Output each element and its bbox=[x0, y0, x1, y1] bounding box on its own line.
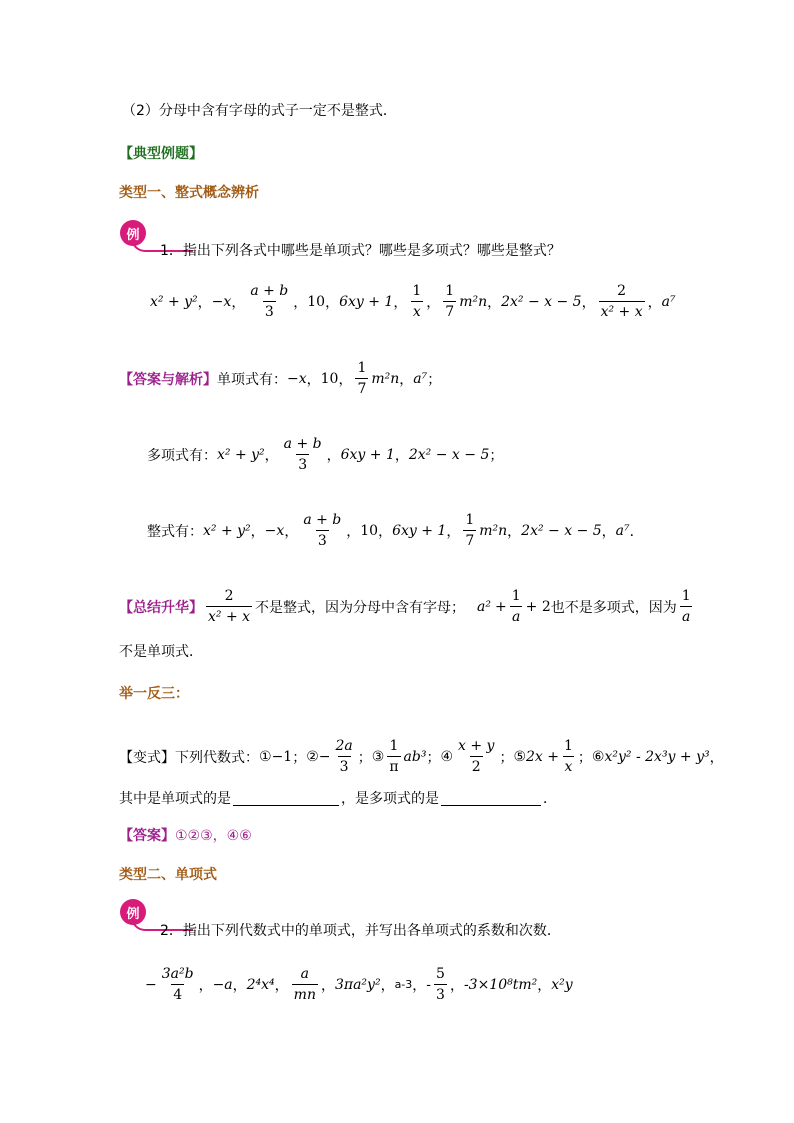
variant-fill-in bbox=[119, 788, 557, 808]
comma: ， bbox=[709, 749, 724, 766]
summary-text-1: 不是整式，因为分母中含有字母； bbox=[255, 599, 466, 616]
frac-1-over-a bbox=[680, 588, 693, 625]
frac-2a-over-3 bbox=[334, 738, 355, 775]
note-2-text: （2）分母中含有字母的式子一定不是整式． bbox=[122, 103, 397, 119]
semicolon: ； bbox=[357, 749, 372, 766]
question-2 bbox=[160, 920, 561, 940]
frac-a-plus-b-over-3 bbox=[282, 436, 324, 473]
comma: ， bbox=[446, 523, 461, 540]
comma: ， bbox=[232, 977, 247, 994]
comma: ， bbox=[426, 294, 441, 311]
item-marker-4: ④ bbox=[440, 748, 454, 765]
item-marker-1: ① bbox=[259, 748, 272, 765]
frac-1-over-7 bbox=[355, 360, 368, 397]
comma: ， bbox=[537, 977, 552, 994]
practice-title bbox=[119, 683, 189, 703]
variant-prompt-mid: ，是多项式的是 bbox=[341, 791, 439, 807]
polynomial-answer-blank[interactable] bbox=[441, 791, 541, 806]
frac-den: x bbox=[563, 756, 575, 775]
frac-den: π bbox=[387, 756, 400, 775]
variant-answer-text: ①②③，④⑥ bbox=[175, 828, 252, 844]
frac-num: 2a bbox=[335, 738, 353, 754]
expr-2x-plus: 2x + bbox=[526, 748, 559, 765]
comma: ， bbox=[601, 523, 616, 540]
frac-num: 1 bbox=[681, 588, 691, 604]
item-marker-5: ⑤ bbox=[513, 748, 527, 765]
frac-den: x bbox=[411, 301, 423, 320]
expr-x2y: x²y bbox=[551, 976, 573, 993]
monomial-answer-blank[interactable] bbox=[233, 791, 339, 806]
item-marker-3: ③ bbox=[371, 748, 385, 765]
frac-den: 4 bbox=[171, 984, 184, 1003]
comma: ， bbox=[487, 294, 502, 311]
summary-text-2: 也不是多项式，因为 bbox=[550, 599, 677, 616]
expr-ab3: ab³ bbox=[403, 748, 427, 765]
frac-num: 1 bbox=[357, 360, 367, 376]
expr-x2-plus-y2: x² + y² bbox=[203, 522, 251, 539]
comma: ， bbox=[284, 523, 299, 540]
comma: ， bbox=[380, 977, 395, 994]
question-1 bbox=[160, 240, 561, 260]
expr-2x2-minus-x-minus-5: 2x² − x − 5 bbox=[521, 522, 602, 539]
frac-num: 5 bbox=[436, 966, 445, 982]
frac-den: 7 bbox=[463, 530, 476, 549]
practice-title-text: 举一反三： bbox=[119, 686, 189, 702]
expr-2x2-minus-x-minus-5: 2x² − x − 5 bbox=[408, 446, 490, 463]
item-marker-6: ⑥ bbox=[591, 748, 605, 765]
comma: ， bbox=[412, 977, 427, 994]
answer-polynomials bbox=[147, 436, 503, 473]
frac-1-over-7 bbox=[443, 283, 456, 320]
summary-label: 【总结升华】 bbox=[119, 599, 203, 616]
type1-title bbox=[119, 182, 259, 202]
expr-m2n: m²n bbox=[459, 293, 488, 310]
frac-den: a bbox=[680, 606, 692, 625]
expr-neg-x: −x bbox=[264, 522, 285, 539]
expr-6xy-plus-1: 6xy + 1 bbox=[339, 293, 394, 310]
frac-den: 3 bbox=[296, 454, 309, 473]
frac-num: 1 bbox=[465, 512, 475, 528]
frac-1-over-x bbox=[562, 738, 575, 775]
frac-a-plus-b-over-3 bbox=[301, 512, 343, 549]
expr-6xy-plus-1: 6xy + 1 bbox=[392, 522, 447, 539]
semicolon: ； bbox=[489, 447, 504, 464]
frac-den: 3 bbox=[316, 530, 329, 549]
variant-label: 【变式】 bbox=[119, 749, 175, 766]
frac-den: a bbox=[510, 606, 522, 625]
expr-x2-plus-y2: x² + y² bbox=[150, 293, 198, 310]
expr-x2y2-minus-2x3y-plus-y3: x²y² - 2x³y + y³ bbox=[604, 748, 710, 765]
frac-num: a + b bbox=[250, 283, 289, 299]
frac-2-over-x2-plus-x bbox=[599, 283, 645, 320]
expr-a-minus-3: a-3 bbox=[394, 978, 413, 991]
frac-num: 1 bbox=[389, 738, 399, 754]
comma: ， bbox=[399, 371, 414, 388]
frac-den: 7 bbox=[355, 378, 368, 397]
semicolon: ； bbox=[577, 749, 592, 766]
comma: ， bbox=[198, 977, 213, 994]
comma: ， bbox=[231, 294, 246, 311]
expr-6xy-plus-1: 6xy + 1 bbox=[340, 446, 395, 463]
comma: ， bbox=[197, 294, 212, 311]
expr-neg-x: −x bbox=[287, 370, 307, 387]
expr-a7: a⁷ bbox=[413, 370, 428, 387]
comma: ， bbox=[338, 371, 353, 388]
minus-sign: − bbox=[318, 748, 331, 765]
comma: ， bbox=[378, 523, 393, 540]
frac-den: x² + x bbox=[206, 606, 252, 625]
expr-neg-x: −x bbox=[211, 293, 232, 310]
period: ． bbox=[629, 523, 644, 540]
expr-a2: a² bbox=[477, 598, 492, 615]
expr-x2-plus-y2: x² + y² bbox=[217, 446, 265, 463]
frac-a-over-mn bbox=[292, 966, 318, 1003]
variant-prompt-end: ． bbox=[543, 791, 557, 807]
comma: ， bbox=[274, 977, 289, 994]
frac-num: 2 bbox=[617, 283, 627, 299]
frac-den: 2 bbox=[470, 756, 483, 775]
expr-m2n: m²n bbox=[371, 370, 400, 387]
variant-prompt-pre: 其中是单项式的是 bbox=[119, 791, 231, 807]
question-1-expressions bbox=[150, 283, 676, 320]
semicolon: ； bbox=[427, 371, 442, 388]
example-badge-2 bbox=[120, 899, 146, 925]
frac-num: 3a²b bbox=[161, 966, 194, 982]
comma: ， bbox=[306, 371, 321, 388]
variant-answer-label: 【答案】 bbox=[119, 828, 175, 844]
plus-sign: + bbox=[495, 598, 507, 615]
comma: ， bbox=[581, 294, 596, 311]
minus-sign: - bbox=[426, 976, 432, 993]
monomial-label: 单项式有： bbox=[217, 371, 287, 388]
frac-den: 3 bbox=[338, 756, 351, 775]
comma: ， bbox=[320, 977, 335, 994]
frac-1-over-a bbox=[510, 588, 523, 625]
comma: ， bbox=[449, 977, 464, 994]
frac-den: mn bbox=[292, 984, 318, 1003]
expr-a7: a⁷ bbox=[661, 293, 676, 310]
expr-10: 10 bbox=[320, 370, 339, 387]
variant-question bbox=[119, 738, 724, 775]
section-typical-examples bbox=[119, 143, 203, 163]
frac-den: 3 bbox=[263, 301, 276, 320]
frac-den: 7 bbox=[443, 301, 456, 320]
summary-text-3: 不是单项式． bbox=[119, 644, 203, 660]
expr-a7: a⁷ bbox=[615, 522, 630, 539]
frac-den: x² + x bbox=[599, 301, 645, 320]
expr-2x2-minus-x-minus-5: 2x² − x − 5 bbox=[501, 293, 582, 310]
expr-10: 10 bbox=[360, 522, 379, 539]
comma: ， bbox=[326, 447, 341, 464]
frac-num: 1 bbox=[564, 738, 573, 754]
expr-3pi-a2-y2: 3πa²y² bbox=[334, 976, 381, 993]
frac-den: 3 bbox=[434, 984, 447, 1003]
variant-answer bbox=[119, 825, 252, 845]
answer-label: 【答案与解析】 bbox=[119, 371, 217, 388]
comma: ， bbox=[647, 294, 662, 311]
type2-title bbox=[119, 864, 217, 884]
question-2-expressions bbox=[145, 966, 573, 1003]
minus-sign: − bbox=[145, 976, 157, 993]
comma: ， bbox=[346, 523, 361, 540]
frac-num: 2 bbox=[224, 588, 234, 604]
plus-two: + 2 bbox=[525, 598, 551, 615]
example-badge-label: 例 bbox=[126, 906, 140, 922]
frac-5-over-3 bbox=[434, 966, 447, 1003]
integral-label: 整式有： bbox=[147, 523, 203, 540]
section-examples-title: 【典型例题】 bbox=[119, 146, 203, 162]
frac-a-plus-b-over-3 bbox=[248, 283, 290, 320]
question-1-text: 1．指出下列各式中哪些是单项式？哪些是多项式？哪些是整式？ bbox=[160, 243, 561, 259]
expr-neg-3x10-8-tm2: -3×10⁸tm² bbox=[463, 976, 538, 993]
comma: ， bbox=[293, 294, 308, 311]
frac-num: a + b bbox=[303, 512, 342, 528]
polynomial-label: 多项式有： bbox=[147, 447, 217, 464]
frac-num: 1 bbox=[511, 588, 521, 604]
frac-num: x + y bbox=[458, 738, 495, 754]
semicolon: ； bbox=[292, 749, 307, 766]
item-marker-2: ② bbox=[306, 748, 319, 765]
comma: ， bbox=[250, 523, 265, 540]
frac-num: 1 bbox=[445, 283, 455, 299]
expr-2-4-x4: 2⁴x⁴ bbox=[246, 976, 275, 993]
question-2-text: 2．指出下列代数式中的单项式，并写出各单项式的系数和次数． bbox=[160, 923, 561, 939]
comma: ， bbox=[264, 447, 279, 464]
expr-neg-a: −a bbox=[212, 976, 233, 993]
answer-integral-expressions bbox=[147, 512, 644, 549]
comma: ， bbox=[507, 523, 522, 540]
summary bbox=[119, 588, 696, 625]
comma: ， bbox=[394, 447, 409, 464]
type2-title-text: 类型二、单项式 bbox=[119, 867, 217, 883]
answer-monomials bbox=[119, 360, 441, 397]
frac-num: a bbox=[300, 966, 309, 982]
comma: ， bbox=[393, 294, 408, 311]
semicolon: ； bbox=[499, 749, 514, 766]
frac-x-plus-y-over-2 bbox=[456, 738, 496, 775]
type1-title-text: 类型一、整式概念辨析 bbox=[119, 185, 259, 201]
frac-1-over-7 bbox=[463, 512, 476, 549]
variant-text: 下列代数式： bbox=[175, 749, 259, 766]
summary-continued bbox=[119, 641, 203, 661]
frac-1-over-x bbox=[410, 283, 423, 320]
example-badge-label: 例 bbox=[126, 227, 140, 243]
example-badge-1 bbox=[120, 220, 146, 246]
note-2 bbox=[122, 100, 397, 120]
frac-num: a + b bbox=[283, 436, 322, 452]
semicolon: ； bbox=[426, 749, 441, 766]
frac-3a2b-over-4 bbox=[160, 966, 196, 1003]
frac-1-over-pi bbox=[387, 738, 400, 775]
comma: ， bbox=[325, 294, 340, 311]
expr-m2n: m²n bbox=[479, 522, 508, 539]
expr-10: 10 bbox=[307, 293, 326, 310]
frac-num: 1 bbox=[412, 283, 422, 299]
frac-2-over-x2-plus-x bbox=[206, 588, 252, 625]
expr-neg-1: −1 bbox=[271, 748, 293, 765]
